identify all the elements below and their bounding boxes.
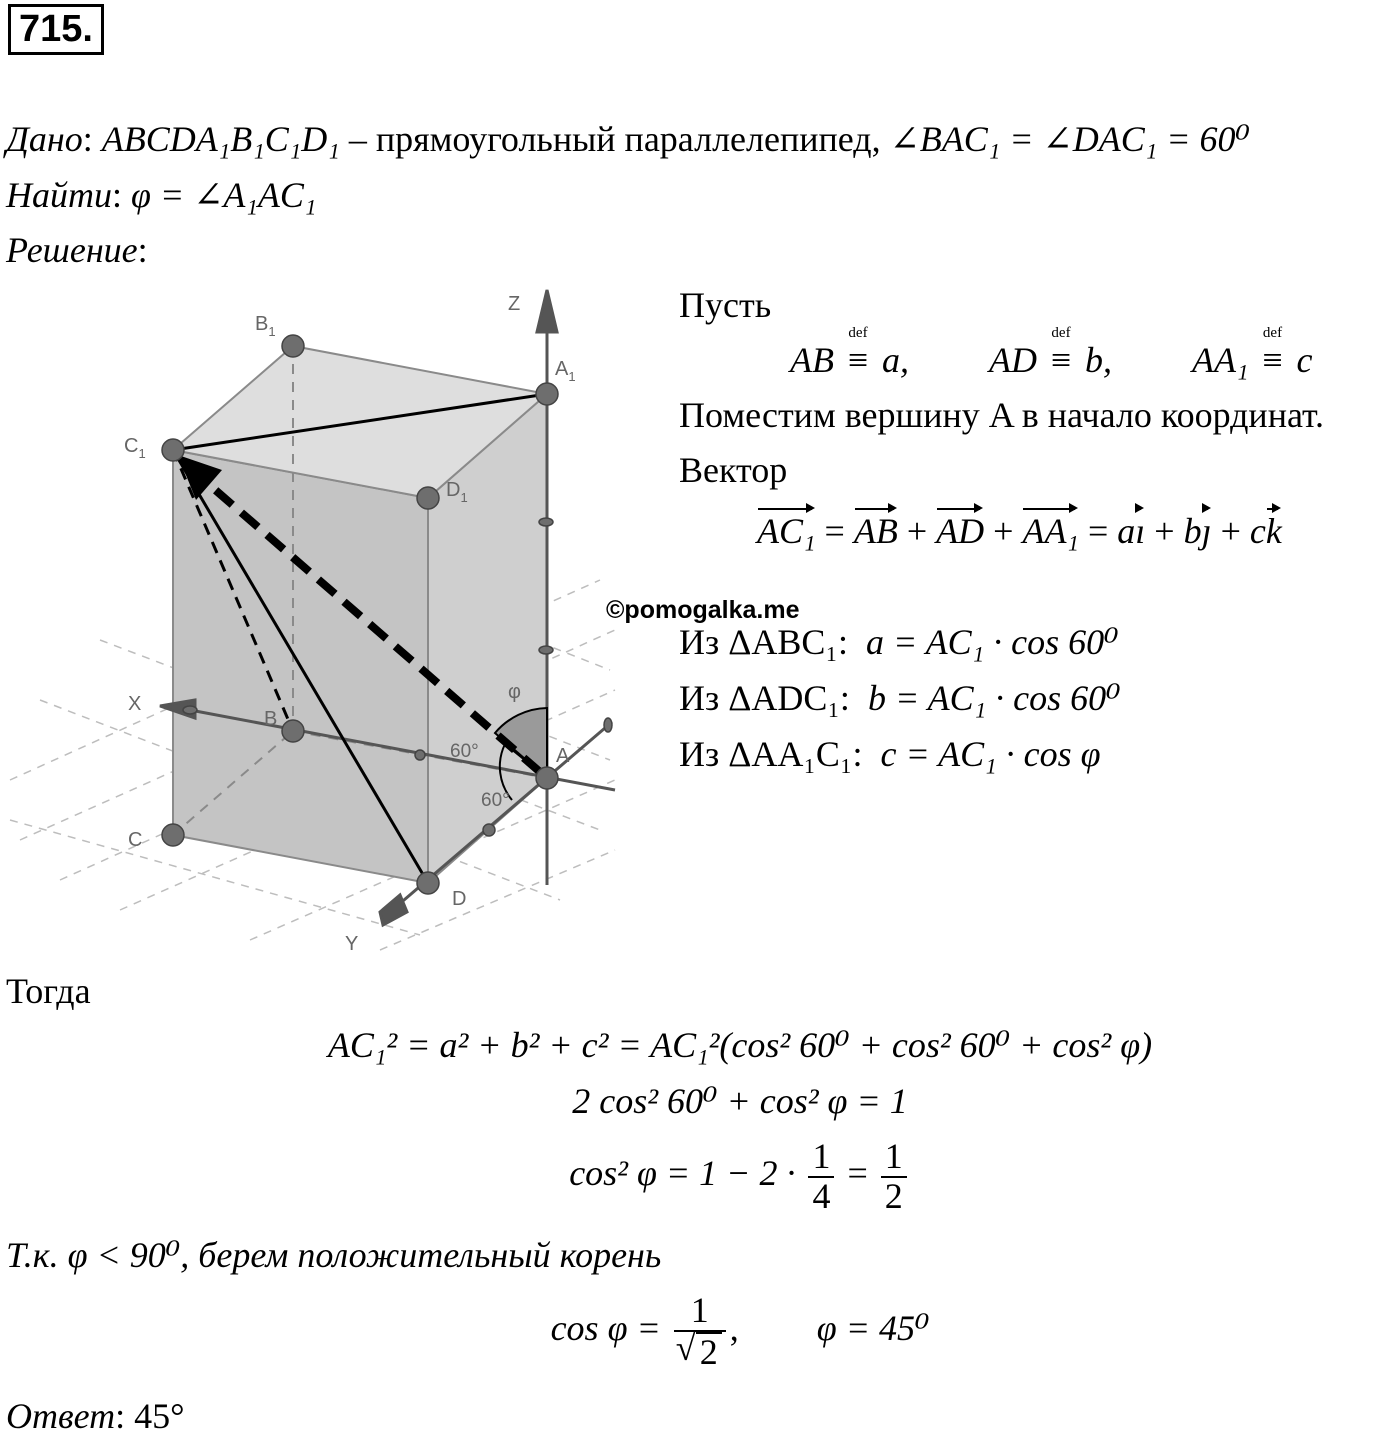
def-lhs-1: AB	[790, 340, 834, 380]
from-line-2: Из ΔADC₁: b = AC₁ · cos 60⁰	[679, 678, 1121, 718]
from-line-3: Из ΔAA₁C₁: c = AC₁ · cos φ	[679, 734, 1101, 774]
answer-line: Ответ: 45°	[6, 1396, 185, 1436]
find-expr: φ = ∠A₁AC₁	[131, 175, 317, 215]
answer-label: Ответ	[6, 1396, 116, 1436]
vec-ab: AB	[853, 511, 898, 551]
vector-text: Вектор	[679, 450, 788, 490]
solution-label: Решение	[6, 230, 138, 270]
def-symbol-3: def ≡	[1262, 325, 1283, 380]
vector-equation: AC₁ = AB + AD + AA₁ = aı + bȷ + ck	[757, 511, 1282, 551]
def-rhs-1: a,	[881, 340, 909, 380]
label-angle-2: 60°	[481, 790, 510, 811]
solution-line: Решение:	[6, 230, 148, 270]
find-line: Найти: φ = ∠A₁AC₁	[6, 175, 317, 215]
coef-a: a	[1117, 511, 1136, 551]
parallelepiped-diagram	[0, 285, 620, 955]
equation-3: cos² φ = 1 − 2 · $\frac{1}{4}$ = $\frac{1}{2}$	[40, 1138, 1400, 1216]
given-desc: – прямоугольный параллелепипед,	[348, 119, 881, 159]
then-text: Тогда	[6, 971, 91, 1011]
label-b1: $B_1$	[255, 313, 276, 339]
label-d1: $D_1$	[446, 479, 468, 505]
equation-4: cos φ = 1 √ 2 , φ = 45⁰	[40, 1292, 1400, 1372]
unit-i: ı	[1135, 511, 1146, 551]
label-c1: $C_1$	[124, 435, 146, 461]
label-phi: φ	[508, 681, 521, 703]
defs-line	[790, 325, 1313, 380]
def-rhs-2: b,	[1084, 340, 1112, 380]
given-label: Дано	[6, 119, 83, 159]
unit-k: k	[1265, 511, 1282, 551]
given-angles: ∠BAC₁ = ∠DAC₁ = 60⁰	[889, 119, 1250, 159]
answer-value: 45°	[134, 1396, 185, 1436]
problem-number: 715.	[8, 4, 104, 55]
vec-ad: AD	[936, 511, 985, 551]
vec-ac1: AC₁	[757, 511, 816, 551]
find-label: Найти	[6, 175, 112, 215]
label-a1: $A_1$	[555, 358, 576, 384]
from-line-1: Из ΔABC₁: a = AC₁ · cos 60⁰	[679, 622, 1119, 662]
label-b: B	[264, 708, 278, 730]
fraction-one-quarter: $\frac{1}{4}$	[808, 1138, 834, 1216]
fraction-one-over-sqrt2: 1 √ 2	[674, 1292, 726, 1372]
label-a: A	[556, 745, 570, 767]
equation-1: AC₁² = a² + b² + c² = AC₁²(cos² 60⁰ + cos² 60⁰ + cos² φ)	[327, 1025, 1153, 1065]
let-text: Пусть	[679, 285, 772, 325]
vec-aa1: AA₁	[1022, 511, 1079, 551]
label-c: C	[128, 829, 143, 851]
label-z: Z	[508, 293, 521, 315]
unit-j: ȷ	[1201, 511, 1212, 551]
def-symbol-1: def ≡	[847, 325, 869, 380]
since-text: Т.к. φ < 90⁰, берем положительный корень	[6, 1235, 662, 1275]
given-figure: ABCDA₁B₁C₁D₁	[101, 119, 340, 159]
def-lhs-2: AD	[988, 340, 1037, 380]
def-rhs-3: c	[1296, 340, 1313, 380]
place-text: Поместим вершину A в начало координат.	[679, 395, 1325, 435]
label-x: X	[128, 693, 142, 715]
label-d: D	[452, 888, 467, 910]
label-y: Y	[345, 933, 359, 955]
given-line: Дано: ABCDA₁B₁C₁D₁ – прямоугольный параллелепипед, ∠BAC₁ = ∠DAC₁ = 60⁰	[6, 119, 1250, 159]
def-lhs-3: AA₁	[1191, 340, 1249, 380]
fraction-one-half: $\frac{1}{2}$	[881, 1138, 907, 1216]
label-angle-1: 60°	[450, 741, 479, 762]
def-symbol-2: def ≡	[1050, 325, 1072, 380]
equation-2: 2 cos² 60⁰ + cos² φ = 1	[572, 1081, 908, 1121]
watermark: ©pomogalka.me	[606, 596, 800, 624]
coef-b: b	[1183, 511, 1202, 551]
coef-c: c	[1249, 511, 1266, 551]
